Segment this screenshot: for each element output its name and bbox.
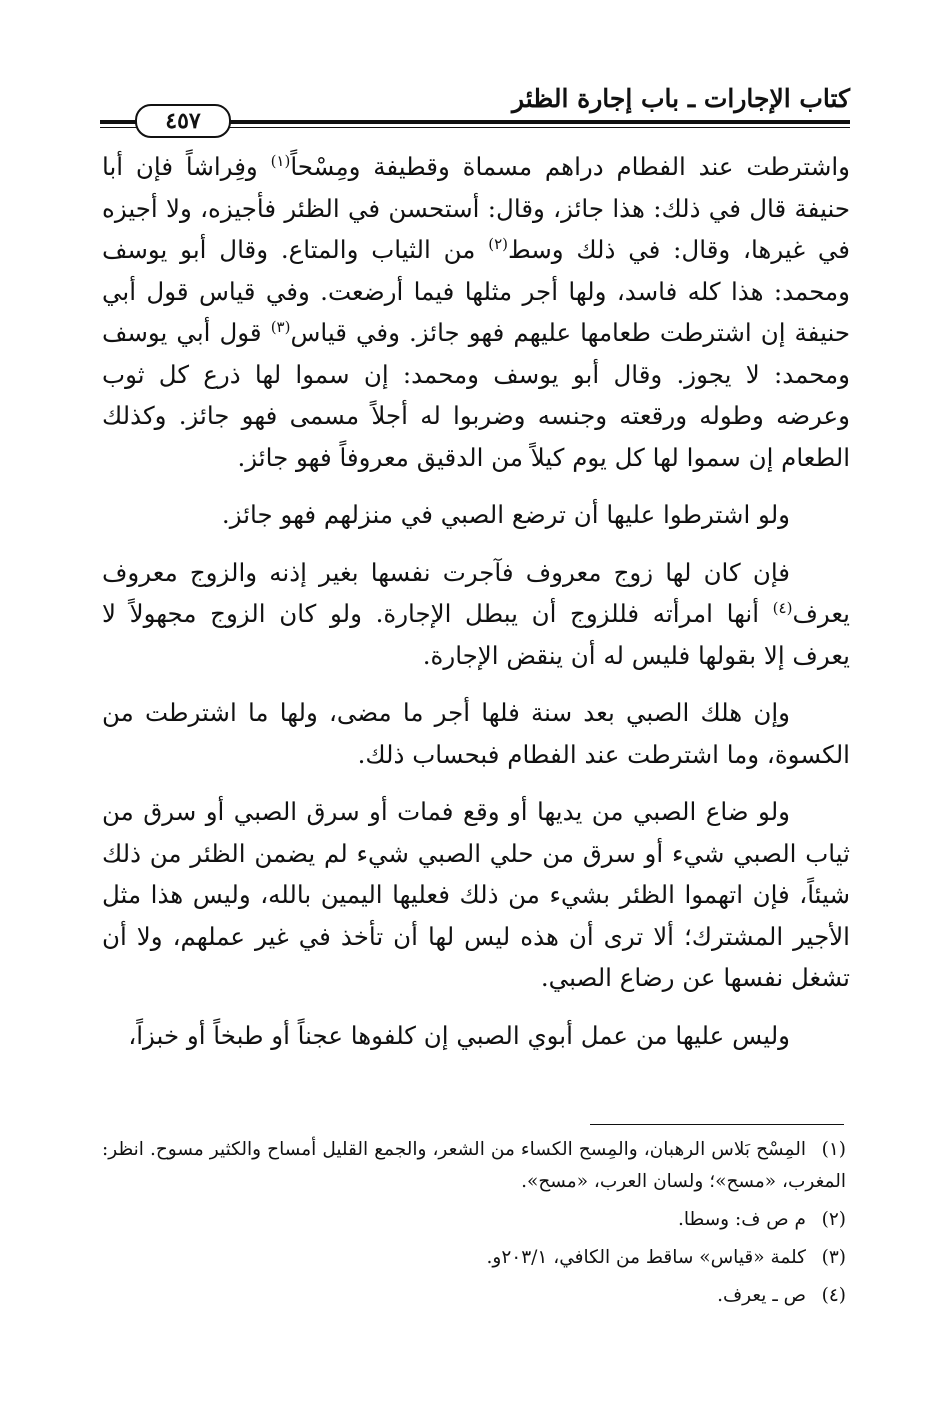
main-text [102, 146, 850, 1072]
paragraph [102, 1015, 850, 1057]
paragraph [102, 791, 850, 999]
footnote-text: المِسْح بَلاس الرهبان، والمِسح الكساء من الشعر، والجمع القليل أمساح والكثير مسوح. انظر: المغرب، «مسح»؛ ولسان العرب، «مسح». [102, 1139, 846, 1192]
running-title: كتاب الإجارات ـ باب إجارة الظئر [512, 84, 850, 113]
paragraph-text: ولو ضاع الصبي من يديها أو وقع فمات أو سرق الصبي أو سرق من ثياب الصبي شيء أو سرق من حلي الصبي شيء لم يضمن الظئر من ذلك شيئاً، فإن اتهموا الظئر بشيء من ذلك فعليها اليمين بالله، وليس هذا مثل الأجير المشترك؛ ألا ترى أن هذه ليس لها أن تأخذ في غير عملهم، ولا أن تشغل نفسها عن رضاع الصبي. [102, 797, 850, 992]
footnote [102, 1204, 846, 1236]
paragraph-text: ولو اشترطوا عليها أن ترضع الصبي في منزلهم فهو جائز. [221, 500, 790, 529]
paragraph [102, 692, 850, 775]
footnote [102, 1134, 846, 1198]
paragraph-text: أنها امرأته فللزوج أن يبطل الإجارة. ولو كان الزوج مجهولاً لا يعرف إلا بقولها فليس له أن ينقض الإجارة. [102, 599, 850, 670]
footnote-reference: (١) [270, 151, 291, 170]
paragraph-text: واشترطت عند الفطام دراهم مسماة وقطيفة ومِسْحاً [290, 152, 850, 181]
page-header [100, 82, 850, 132]
footnote-separator [590, 1124, 844, 1125]
footnote-text: ص ـ يعرف. [717, 1285, 806, 1306]
paragraph-text: فإن كان لها زوج معروف فآجرت نفسها بغير إذنه والزوج معروف يعرف [102, 557, 850, 628]
footnote-text: كلمة «قياس» ساقط من الكافي، ٢٠٣/١و. [486, 1247, 806, 1268]
paragraph-text: من الثياب والمتاع. وقال أبو يوسف ومحمد: هذا كله فاسد، ولها أجر مثلها فيما أرضعت. وفي قياس قول أبي حنيفة إن اشترطت طعامها عليهم فهو جائز. وفي قياس [102, 235, 850, 347]
paragraph-text: قول أبي يوسف ومحمد: لا يجوز. وقال أبو يوسف ومحمد: إن سموا لها ذرع كل ثوب وعرضه وطوله ورقعته وجنسه وضربوا له أجلاً مسمى فهو جائز. وكذلك الطعام إن سموا لها كل يوم كيلاً من الدقيق معروفاً فهو جائز. [102, 318, 850, 472]
footnote-reference: (٤) [772, 598, 793, 617]
footnote-text: م ص ف: وسطا. [677, 1209, 806, 1230]
page-number: ٤٥٧ [135, 104, 231, 138]
footnote-reference: (٢) [488, 234, 508, 253]
footnotes [102, 1134, 846, 1318]
footnote-number: (٤) [821, 1285, 846, 1306]
paragraph-text: وإن هلك الصبي بعد سنة فلها أجر ما مضى، ولها ما اشترطت من الكسوة، وما اشترطت عند الفطام فبحساب ذلك. [102, 698, 850, 769]
paragraph-text: وليس عليها من عمل أبوي الصبي إن كلفوها عجناً أو طبخاً أو خبزاً، [128, 1020, 790, 1050]
footnote [102, 1280, 846, 1312]
paragraph [102, 146, 850, 478]
paragraph [102, 552, 850, 677]
footnote-reference: (٣) [270, 317, 291, 336]
footnote-number: (٣) [821, 1247, 846, 1268]
footnote-number: (٢) [821, 1209, 846, 1230]
footnote [102, 1242, 846, 1274]
footnote-number: (١) [821, 1139, 846, 1160]
paragraph-text: وفِراشاً فإن أبا حنيفة قال في ذلك: هذا جائز، وقال: أستحسن في الظئر فأجيزه، ولا أجيزه في غيرها، وقال: في ذلك وسط [102, 152, 851, 264]
paragraph [102, 494, 850, 536]
